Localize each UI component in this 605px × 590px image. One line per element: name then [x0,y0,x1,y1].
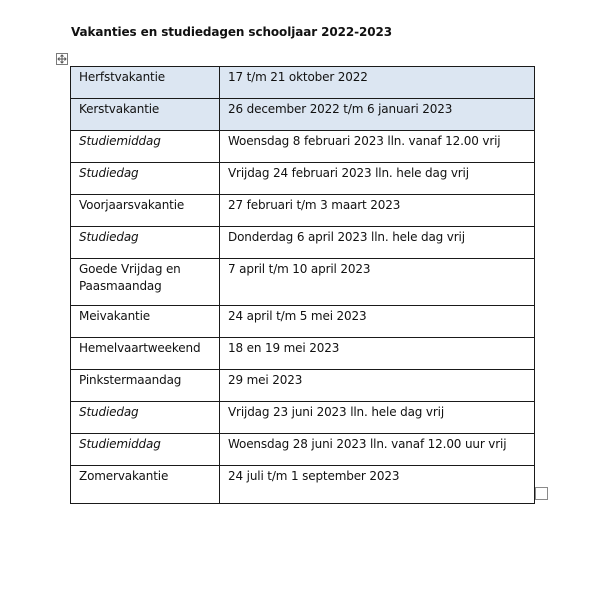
table-row [71,259,535,306]
row-detail[interactable]: Donderdag 6 april 2023 lln. hele dag vrij [220,227,535,259]
table-row [71,466,535,504]
row-label[interactable]: Studiemiddag [71,131,220,163]
schedule-table [70,66,535,504]
table-row [71,370,535,402]
row-detail[interactable]: Vrijdag 24 februari 2023 lln. hele dag vrij [220,163,535,195]
row-detail[interactable]: Vrijdag 23 juni 2023 lln. hele dag vrij [220,402,535,434]
row-detail[interactable]: 24 april t/m 5 mei 2023 [220,306,535,338]
row-detail[interactable]: Woensdag 8 februari 2023 lln. vanaf 12.00 vrij [220,131,535,163]
table-row [71,306,535,338]
row-detail[interactable]: 27 februari t/m 3 maart 2023 [220,195,535,227]
row-detail[interactable]: 7 april t/m 10 april 2023 [220,259,535,306]
row-label[interactable]: Kerstvakantie [71,99,220,131]
row-label[interactable]: Studiedag [71,227,220,259]
row-label[interactable]: Zomervakantie [71,466,220,504]
row-detail[interactable]: 18 en 19 mei 2023 [220,338,535,370]
row-label[interactable]: Studiemiddag [71,434,220,466]
row-detail[interactable]: 17 t/m 21 oktober 2022 [220,67,535,99]
table-row [71,67,535,99]
table-row [71,99,535,131]
document-title: Vakanties en studiedagen schooljaar 2022-2023 [71,25,393,39]
row-detail[interactable]: 29 mei 2023 [220,370,535,402]
row-detail[interactable]: 26 december 2022 t/m 6 januari 2023 [220,99,535,131]
row-label[interactable]: Goede Vrijdag en Paasmaandag [71,259,220,306]
table-row [71,195,535,227]
row-label[interactable]: Voorjaarsvakantie [71,195,220,227]
table-resize-handle-icon[interactable] [535,487,548,500]
row-detail[interactable]: Woensdag 28 juni 2023 lln. vanaf 12.00 uur vrij [220,434,535,466]
row-label[interactable]: Meivakantie [71,306,220,338]
table-row [71,131,535,163]
row-label[interactable]: Studiedag [71,163,220,195]
row-label[interactable]: Pinkstermaandag [71,370,220,402]
row-label[interactable]: Studiedag [71,402,220,434]
table-row [71,338,535,370]
row-label[interactable]: Hemelvaartweekend [71,338,220,370]
row-label[interactable]: Herfstvakantie [71,67,220,99]
table-row [71,227,535,259]
table-move-handle-icon[interactable] [56,53,68,65]
table-row [71,402,535,434]
table-row [71,163,535,195]
table-row [71,434,535,466]
row-detail[interactable]: 24 juli t/m 1 september 2023 [220,466,535,504]
